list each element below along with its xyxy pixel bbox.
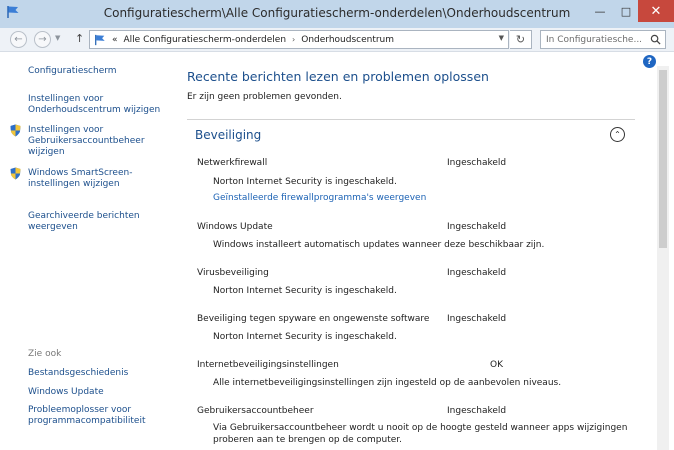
item-name-network-firewall: Netwerkfirewall xyxy=(197,158,268,168)
sidebar-item-smartscreen-settings[interactable]: Windows SmartScreen-instellingen wijzigen xyxy=(28,168,133,189)
scrollbar-thumb[interactable] xyxy=(659,70,667,248)
item-name-windows-update: Windows Update xyxy=(197,222,273,232)
search-box[interactable] xyxy=(540,30,666,49)
breadcrumb-all-items[interactable]: Alle Configuratiescherm-onderdelen xyxy=(123,34,287,45)
see-also-windows-update[interactable]: Windows Update xyxy=(28,387,104,397)
breadcrumb-action-center[interactable]: Onderhoudscentrum xyxy=(301,34,395,45)
maximize-button[interactable]: □ xyxy=(620,4,632,18)
title-bar xyxy=(0,0,674,28)
navigation-bar xyxy=(0,28,674,52)
security-section-header[interactable] xyxy=(187,120,635,152)
refresh-button[interactable]: ↻ xyxy=(510,30,532,49)
item-status-user-account-control: Ingeschakeld xyxy=(447,406,507,416)
item-desc-spyware-protection: Norton Internet Security is ingeschakeld. xyxy=(213,332,397,342)
item-desc-internet-security-settings: Alle internetbeveiligingsinstellingen zijn ingesteld op de aanbevolen niveaus. xyxy=(213,378,562,388)
minimize-button[interactable]: — xyxy=(594,4,606,18)
address-bar[interactable] xyxy=(89,30,509,49)
search-icon[interactable] xyxy=(650,34,661,45)
forward-button[interactable]: → xyxy=(34,31,51,48)
recent-locations-chevron-icon[interactable]: ▼ xyxy=(55,34,61,42)
see-also-heading: Zie ook xyxy=(28,349,62,359)
item-desc-network-firewall: Norton Internet Security is ingeschakeld. xyxy=(213,177,397,187)
item-status-internet-security-settings: OK xyxy=(490,360,503,370)
item-name-virus-protection: Virusbeveiliging xyxy=(197,268,269,278)
item-name-internet-security-settings: Internetbeveiligingsinstellingen xyxy=(197,360,339,370)
content-area xyxy=(0,52,674,450)
control-panel-flag-icon xyxy=(94,34,106,46)
item-status-network-firewall: Ingeschakeld xyxy=(447,158,507,168)
search-input[interactable] xyxy=(541,35,645,45)
view-firewall-programs-link[interactable]: Geïnstalleerde firewallprogramma's weergeven xyxy=(213,193,427,203)
sidebar-home-link[interactable]: Configuratiescherm xyxy=(28,66,117,76)
collapse-chevron-up-icon[interactable]: ⌃ xyxy=(610,127,625,142)
status-message: Er zijn geen problemen gevonden. xyxy=(187,92,342,102)
sidebar-item-archived-messages[interactable]: Gearchiveerde berichten weergeven xyxy=(28,211,140,232)
item-status-windows-update: Ingeschakeld xyxy=(447,222,507,232)
item-desc-windows-update: Windows installeert automatisch updates wanneer deze beschikbaar zijn. xyxy=(213,240,545,250)
page-title: Recente berichten lezen en problemen oplossen xyxy=(187,69,489,84)
up-button[interactable]: ↑ xyxy=(75,32,85,45)
breadcrumb-overflow[interactable]: « xyxy=(112,34,118,45)
breadcrumb-separator-icon[interactable]: › xyxy=(292,35,296,44)
see-also-file-history[interactable]: Bestandsgeschiedenis xyxy=(28,368,129,378)
item-desc-user-account-control: Via Gebruikersaccountbeheer wordt u nooit op de hoogte gesteld wanneer apps wijzigingen proberen aan te brengen op de computer. xyxy=(213,423,628,445)
item-name-user-account-control: Gebruikersaccountbeheer xyxy=(197,406,314,416)
window-title: Configuratiescherm\Alle Configuratiescherm-onderdelen\Onderhoudscentrum xyxy=(103,6,571,20)
main-panel xyxy=(187,52,647,450)
sidebar-item-uac-settings[interactable]: Instellingen voor Gebruikersaccountbeheer wijzigen xyxy=(28,125,145,157)
security-section-title: Beveiliging xyxy=(195,128,262,142)
sidebar-item-action-center-settings[interactable]: Instellingen voor Onderhoudscentrum wijzigen xyxy=(28,94,161,115)
sidebar xyxy=(0,52,176,450)
close-button[interactable]: ✕ xyxy=(638,0,674,22)
item-name-spyware-protection: Beveiliging tegen spyware en ongewenste software xyxy=(197,314,430,324)
item-desc-virus-protection: Norton Internet Security is ingeschakeld. xyxy=(213,286,397,296)
address-dropdown-icon[interactable]: ▼ xyxy=(498,34,504,42)
item-status-virus-protection: Ingeschakeld xyxy=(447,268,507,278)
vertical-scrollbar[interactable] xyxy=(657,66,669,450)
help-icon[interactable]: ? xyxy=(643,55,656,68)
back-button[interactable]: ← xyxy=(10,31,27,48)
uac-shield-icon xyxy=(10,124,21,137)
see-also-compatibility-troubleshooter[interactable]: Probleemoplosser voor programmacompatibiliteit xyxy=(28,405,146,426)
item-status-spyware-protection: Ingeschakeld xyxy=(447,314,507,324)
uac-shield-icon xyxy=(10,167,21,180)
